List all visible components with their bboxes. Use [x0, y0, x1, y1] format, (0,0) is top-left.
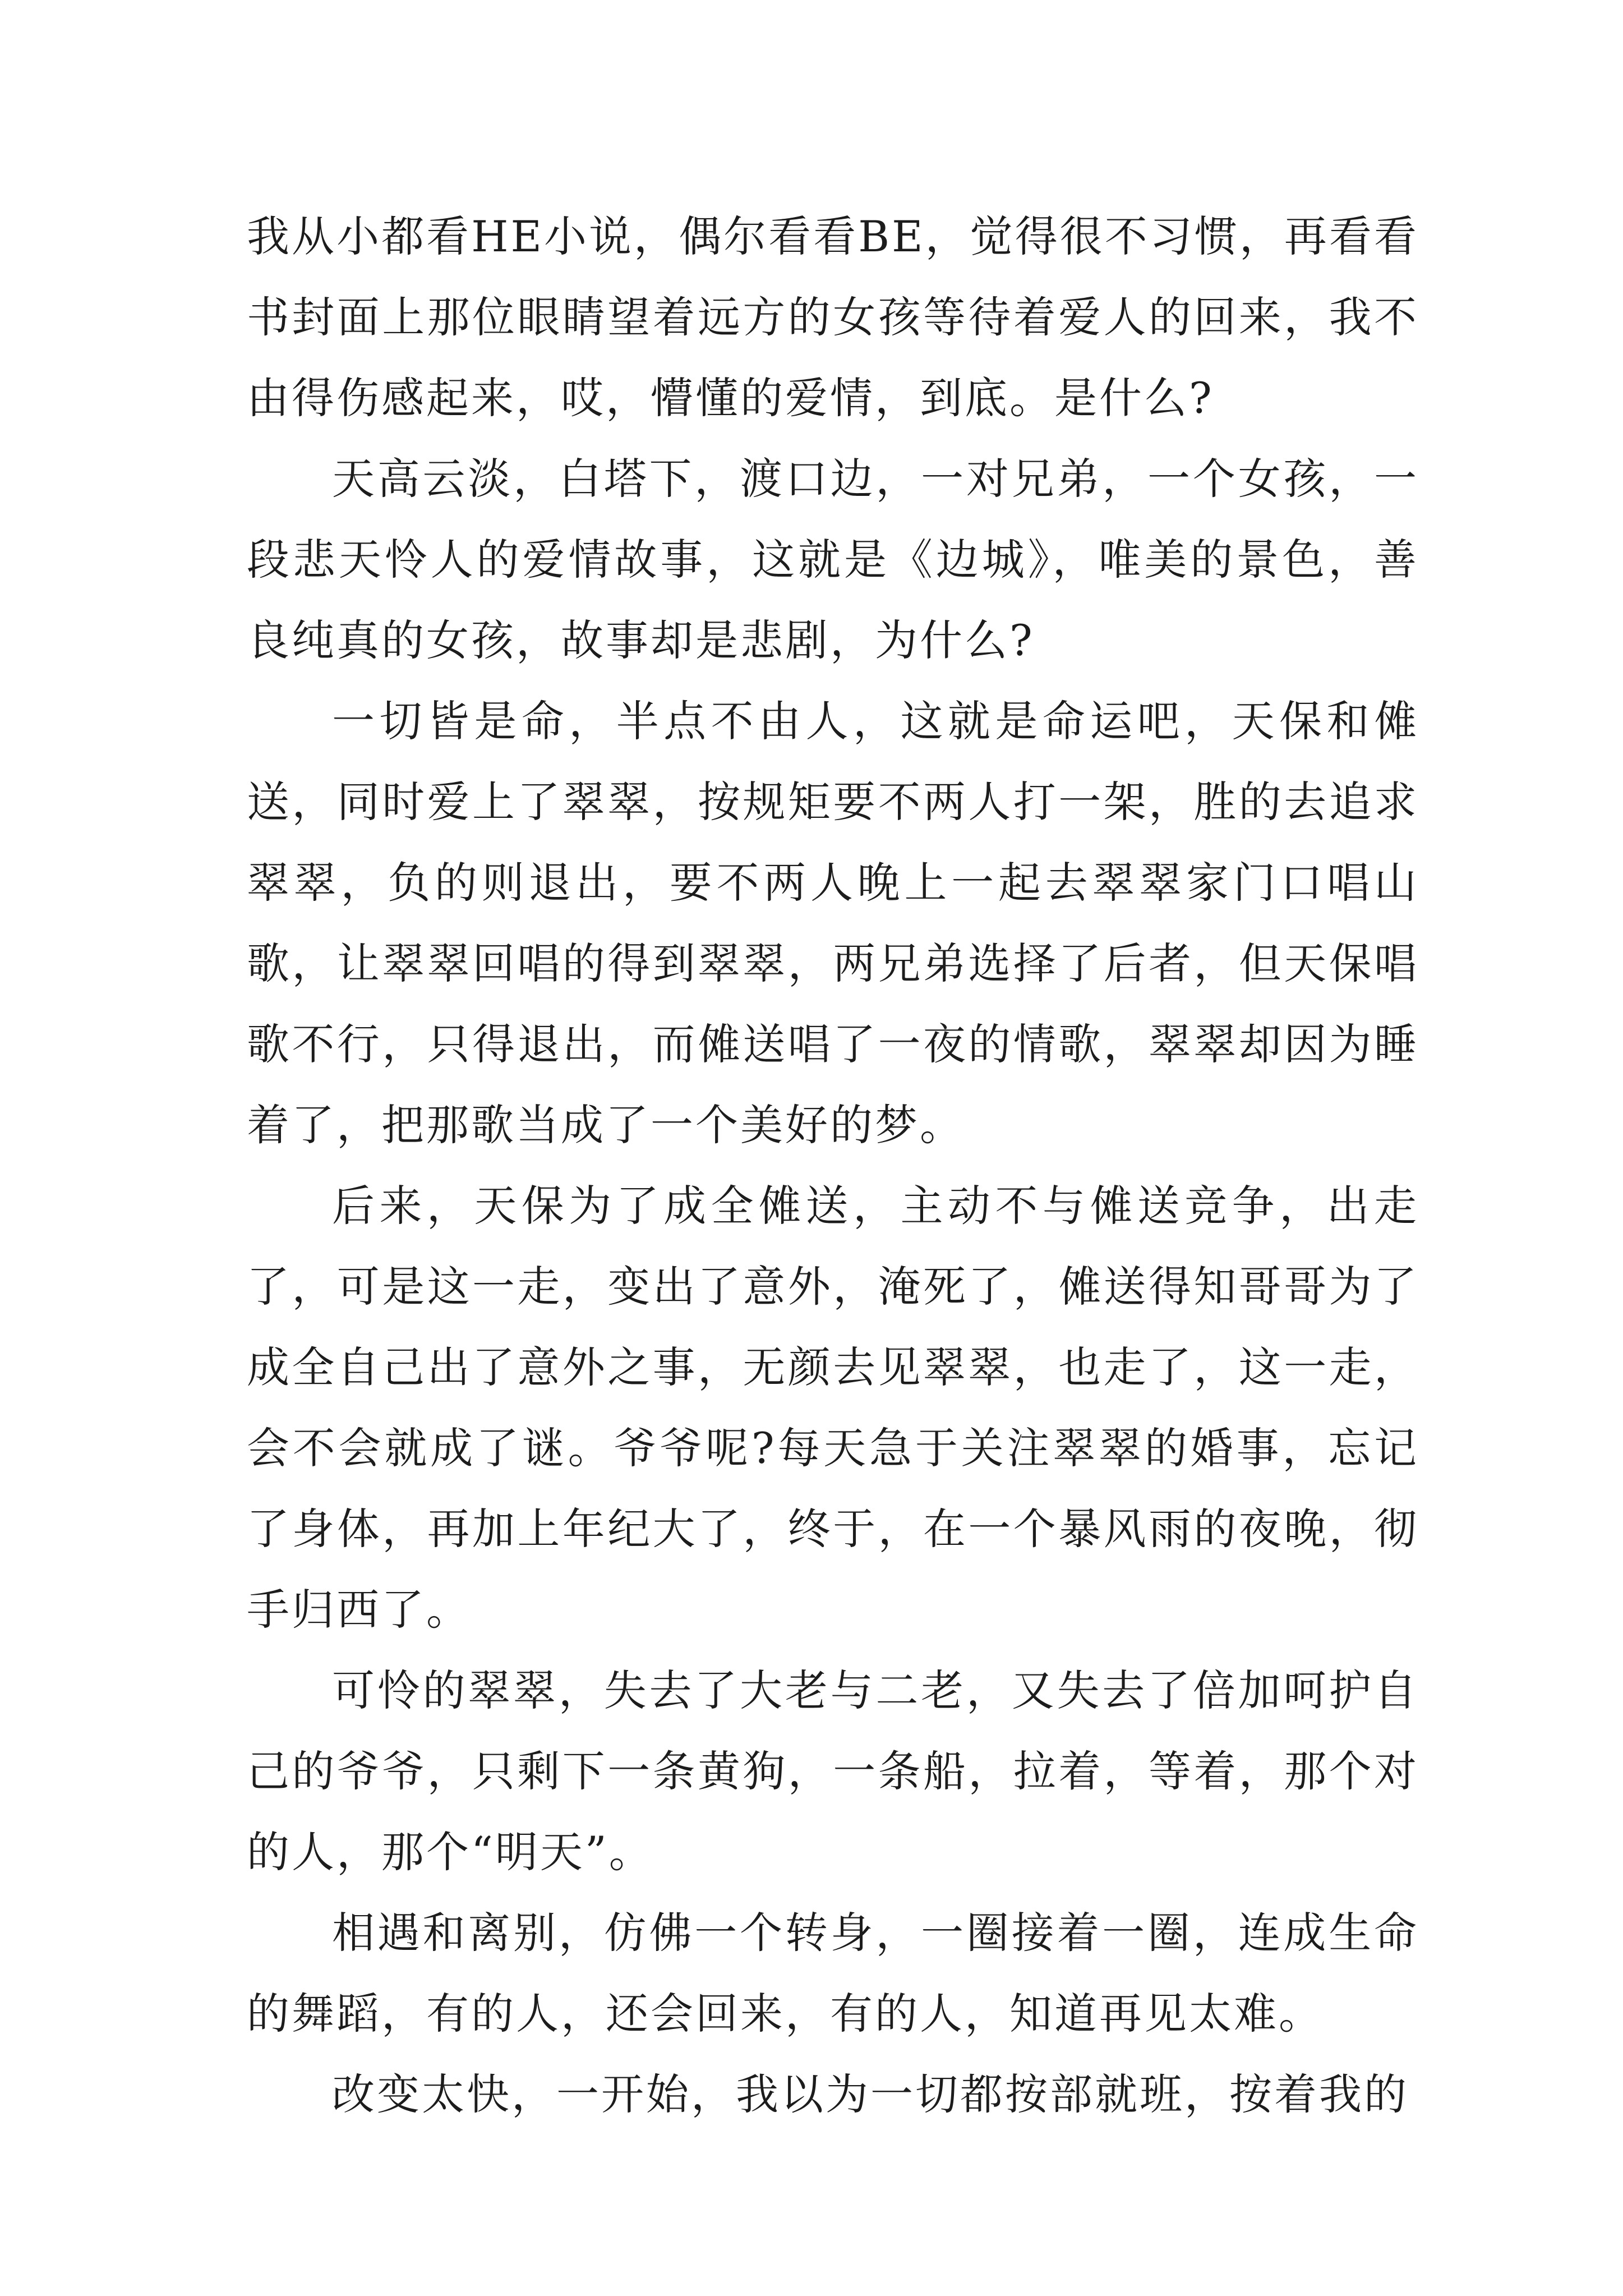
paragraph-1: 我从小都看HE小说，偶尔看看BE，觉得很不习惯，再看看书封面上那位眼睛望着远方的女孩等待着爱人的回来，我不由得伤感起来，哎，懵懂的爱情，到底。是什么? — [247, 211, 1419, 423]
paragraph-5: 可怜的翠翠，失去了大老与二老，又失去了倍加呵护自己的爷爷，只剩下一条黄狗，一条船，拉着，等着，那个对的人，那个“明天”。 — [247, 1665, 1419, 1877]
paragraph-4: 后来，天保为了成全傩送，主动不与傩送竞争，出走了，可是这一走，变出了意外，淹死了，傩送得知哥哥为了成全自己出了意外之事，无颜去见翠翠，也走了，这一走，会不会就成了谜。爷爷呢?每天急于关注翠翠的婚事，忘记了身体，再加上年纪大了，终于，在一个暴风雨的夜晚，彻手归西了。 — [247, 1181, 1419, 1635]
paragraph-3: 一切皆是命，半点不由人，这就是命运吧，天保和傩送，同时爱上了翠翠，按规矩要不两人打一架，胜的去追求翠翠，负的则退出，要不两人晚上一起去翠翠家门口唱山歌，让翠翠回唱的得到翠翠，两兄弟选择了后者，但天保唱歌不行，只得退出，而傩送唱了一夜的情歌，翠翠却因为睡着了，把那歌当成了一个美好的梦。 — [247, 696, 1419, 1150]
paragraph-6: 相遇和离别，仿佛一个转身，一圈接着一圈，连成生命的舞蹈，有的人，还会回来，有的人，知道再见太难。 — [247, 1908, 1419, 2039]
essay-body — [247, 196, 1419, 2135]
paragraph-7: 改变太快，一开始，我以为一切都按部就班，按着我的 — [332, 2069, 1409, 2119]
paragraph-2: 天高云淡，白塔下，渡口边，一对兄弟，一个女孩，一段悲天怜人的爱情故事，这就是《边城》，唯美的景色，善良纯真的女孩，故事却是悲剧，为什么? — [247, 454, 1419, 665]
